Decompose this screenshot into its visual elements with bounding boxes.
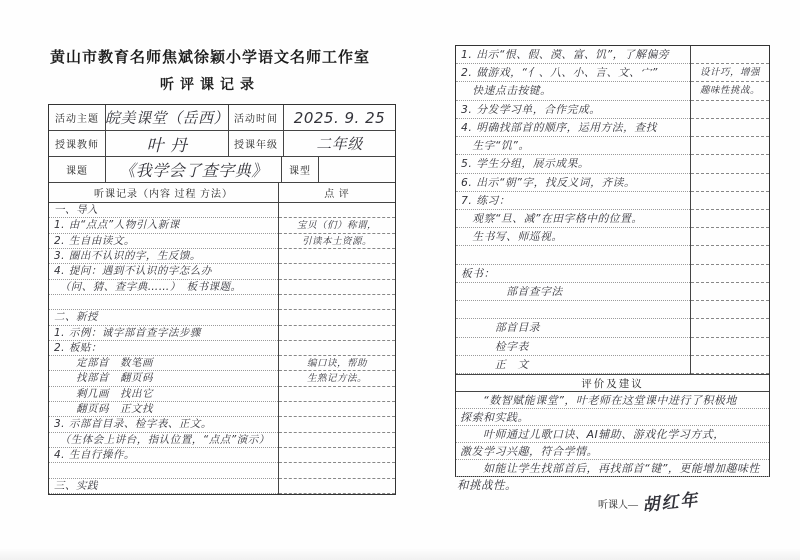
teacher-label: 授课教师	[49, 131, 106, 157]
record-line: 生书写、师巡视。	[456, 228, 690, 246]
evaluation-line: 激发学习兴趣，符合学情。	[456, 443, 769, 460]
record-line: 板书：	[456, 265, 690, 283]
comment-lines-left	[279, 203, 395, 494]
record-line: （生体会上讲台，指认位置，“点点”演示）	[49, 433, 278, 448]
evaluation-header: 评价及建议	[456, 374, 769, 392]
comment-line	[279, 280, 395, 295]
comment-line	[691, 101, 769, 119]
grade-value: 二年级	[284, 131, 395, 157]
page-subtitle: 听评课记录	[160, 78, 260, 93]
record-column-header: 听课记录（内容 过程 方法）	[49, 183, 279, 203]
comment-line	[691, 46, 769, 64]
record-lines-right	[456, 46, 691, 374]
comment-line	[279, 463, 395, 478]
record-line: 3. 分发学习单，合作完成。	[456, 101, 690, 119]
record-line: 3. 圈出不认识的字，生反馈。	[49, 249, 278, 264]
record-line: （问、猜、查字典……） 板书课题。	[49, 280, 278, 295]
comment-line	[279, 249, 395, 264]
comment-line	[279, 448, 395, 463]
listener-signature: 胡红年	[641, 490, 701, 516]
comment-line	[279, 264, 395, 279]
comment-line	[691, 265, 769, 283]
comment-line	[691, 137, 769, 155]
record-line: 二、新授	[49, 310, 278, 325]
listener-line	[598, 488, 701, 516]
activity-topic-value: 皖美课堂（岳西）	[106, 105, 229, 131]
record-line	[456, 246, 690, 264]
lesson-title-label: 课题	[49, 157, 106, 183]
comment-line	[691, 192, 769, 210]
record-line	[49, 463, 278, 478]
comment-line	[279, 203, 395, 218]
lesson-record-table-right	[455, 45, 770, 477]
comment-line	[691, 210, 769, 228]
lesson-type-value	[319, 157, 395, 183]
page-title: 黄山市教育名师焦斌徐颖小学语文名师工作室	[49, 50, 370, 66]
comment-line	[279, 310, 395, 325]
record-line: 5. 学生分组，展示成果。	[456, 155, 690, 173]
comment-line	[691, 338, 769, 356]
record-line: 一、导入	[49, 203, 278, 218]
comment-line: 趣味性挑战。	[691, 82, 769, 100]
comment-lines-right	[691, 46, 769, 374]
record-line: 4. 提问：遇到不认识的字怎么办	[49, 264, 278, 279]
comment-line	[279, 433, 395, 448]
comment-column-header: 点 评	[279, 183, 395, 203]
comment-line	[691, 246, 769, 264]
comment-line: 引读本土资源。	[279, 234, 395, 249]
record-line: 7. 练习：	[456, 192, 690, 210]
scan-shadow	[0, 548, 800, 560]
comment-line	[691, 174, 769, 192]
evaluation-overflow-line: 和挑战性。	[457, 478, 517, 492]
record-line: 三、实践	[49, 479, 278, 494]
activity-time-value: 2025. 9. 25	[284, 105, 395, 131]
record-line: 检字表	[456, 338, 690, 356]
record-line: 4. 明确找部首的顺序，运用方法，查找	[456, 119, 690, 137]
record-line: 1. 示例：诚字部首查字法步骤	[49, 326, 278, 341]
comment-line: 宝贝（们）称谓，	[279, 218, 395, 233]
comment-line	[691, 301, 769, 319]
activity-time-label: 活动时间	[229, 105, 284, 131]
lesson-type-label: 课型	[282, 157, 319, 183]
comment-line	[279, 479, 395, 494]
listener-dash: —	[628, 500, 638, 511]
record-line: 3. 示部首目录、检字表、正文。	[49, 417, 278, 432]
record-line: 翻页码 正文找	[49, 402, 278, 417]
record-line: 2. 板贴：	[49, 341, 278, 356]
evaluation-line: 如能让学生找部首后，再找部首“键”，更能增加趣味性	[456, 460, 769, 477]
record-line: 1. 出示“恨、假、漠、富、饥”，了解偏旁	[456, 46, 690, 64]
record-line: 快速点击按键。	[456, 82, 690, 100]
comment-line	[691, 283, 769, 301]
grade-label: 授课年级	[229, 131, 284, 157]
record-line: 观察“旦、减”在田字格中的位置。	[456, 210, 690, 228]
comment-line	[279, 326, 395, 341]
comment-line	[691, 319, 769, 337]
evaluation-lines	[456, 392, 769, 476]
record-line: 2. 做游戏，“亻、八、小、言、文、宀”	[456, 64, 690, 82]
record-line: 1. 由“点点”人物引入新课	[49, 218, 278, 233]
comment-line	[691, 119, 769, 137]
evaluation-line: 叶师通过儿歌口诀、AI辅助、游戏化学习方式，	[456, 426, 769, 443]
teacher-value: 叶 丹	[106, 131, 229, 157]
record-line: 生字“饥”。	[456, 137, 690, 155]
record-line	[456, 301, 690, 319]
comment-line	[691, 155, 769, 173]
record-line: 定部首 数笔画	[49, 356, 278, 371]
comment-line: 生熟记方法。	[279, 371, 395, 386]
comment-line: 编口诀，帮助	[279, 356, 395, 371]
record-line: 找部首 翻页码	[49, 371, 278, 386]
listener-label: 听课人	[598, 500, 628, 511]
comment-line	[279, 417, 395, 432]
activity-topic-label: 活动主题	[49, 105, 106, 131]
comment-line	[691, 228, 769, 246]
record-line: 部首目录	[456, 319, 690, 337]
comment-line	[279, 341, 395, 356]
record-line: 6. 出示“朝”字，找反义词，齐读。	[456, 174, 690, 192]
comment-line	[279, 295, 395, 310]
comment-line	[691, 356, 769, 374]
evaluation-line: 探索和实践。	[456, 409, 769, 426]
comment-line	[279, 387, 395, 402]
record-line: 部首查字法	[456, 283, 690, 301]
lesson-record-table-left	[48, 104, 396, 495]
record-line	[49, 295, 278, 310]
comment-line: 设计巧，增强	[691, 64, 769, 82]
record-lines-left	[49, 203, 279, 494]
record-line: 4. 生自行操作。	[49, 448, 278, 463]
record-line: 正 文	[456, 356, 690, 374]
lesson-title-value: 《我学会了查字典》	[106, 157, 282, 183]
comment-line	[279, 402, 395, 417]
evaluation-line: “数智赋能课堂”，叶老师在这堂课中进行了积极地	[456, 392, 769, 409]
record-line: 剩几画 找出它	[49, 387, 278, 402]
record-line: 2. 生自由读文。	[49, 234, 278, 249]
